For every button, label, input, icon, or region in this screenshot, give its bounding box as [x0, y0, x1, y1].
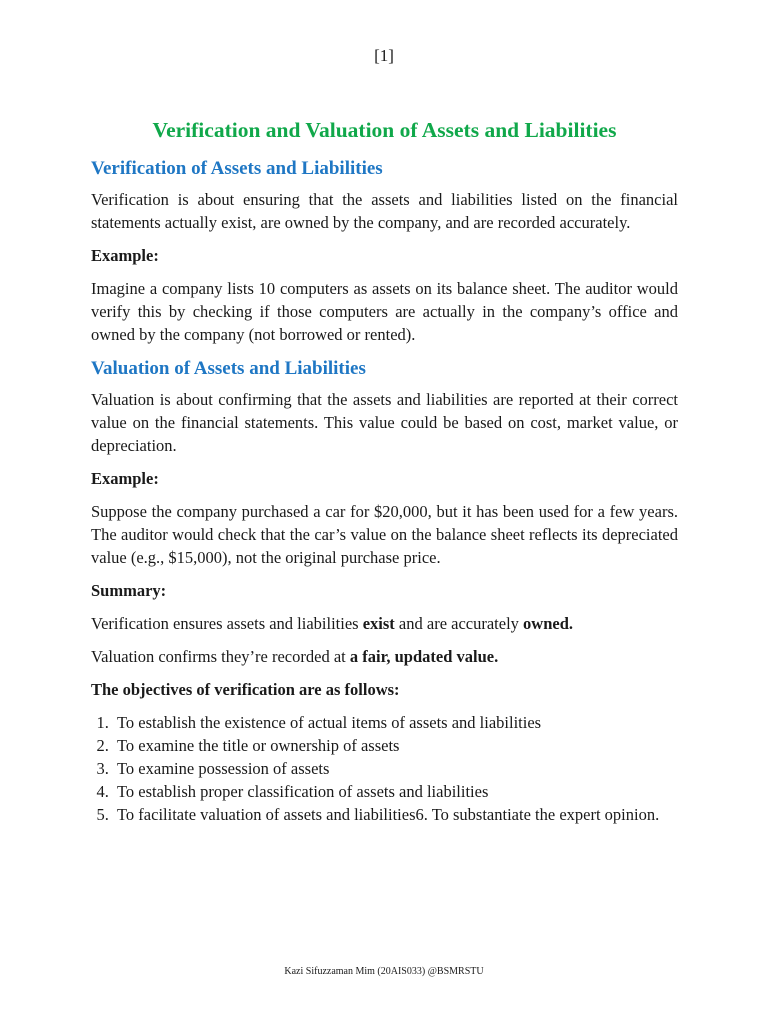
page-footer: Kazi Sifuzzaman Mim (20AIS033) @BSMRSTU — [284, 966, 484, 977]
objectives-heading: The objectives of verification are as follows: — [91, 680, 400, 699]
document-body — [91, 116, 678, 826]
summary-line-1-mid: and are accurately — [394, 614, 524, 633]
objectives-list — [91, 711, 678, 826]
verification-heading: Verification of Assets and Liabilities — [91, 158, 383, 179]
valuation-example-label: Example: — [91, 469, 159, 488]
objective-item: 4. To establish proper classification of assets and liabilities — [113, 780, 678, 803]
objective-item: 1. To establish the existence of actual items of assets and liabilities — [113, 711, 678, 734]
summary-exist: exist — [362, 614, 395, 633]
valuation-example-text: Suppose the company purchased a car for $20,000, but it has been used for a few years. The auditor would check that the car’s value on the balance sheet reflects its depreciated value (e.g., $15,000), not the original purchase price. — [91, 502, 678, 567]
summary-label: Summary: — [91, 581, 167, 600]
summary-line-2-pre: Valuation confirms they’re recorded at — [91, 647, 350, 666]
verification-example-label: Example: — [91, 246, 159, 265]
verification-body: Verification is about ensuring that the assets and liabilities listed on the financial statements actually exist, are owned by the company, and are recorded accurately. — [91, 190, 678, 232]
summary-owned: owned. — [523, 614, 574, 633]
summary-line-1-pre: Verification ensures assets and liabilities — [91, 614, 363, 633]
page-number: [1] — [374, 46, 394, 65]
document-title: Verification and Valuation of Assets and Liabilities — [152, 118, 617, 142]
summary-line-2 — [91, 645, 678, 668]
valuation-heading: Valuation of Assets and Liabilities — [91, 358, 366, 379]
summary-line-1 — [91, 612, 678, 635]
verification-example-text: Imagine a company lists 10 computers as assets on its balance sheet. The auditor would verify this by checking if those computers are actually in the company’s office and owned by the company (not borrowed or rented). — [91, 279, 678, 344]
valuation-body: Valuation is about confirming that the assets and liabilities are reported at their correct value on the financial statements. This value could be based on cost, market value, or depreciation. — [91, 390, 678, 455]
objective-item: 5. To facilitate valuation of assets and liabilities6. To substantiate the expert opinion. — [113, 803, 678, 826]
objective-item: 2. To examine the title or ownership of assets — [113, 734, 678, 757]
objective-item: 3. To examine possession of assets — [113, 757, 678, 780]
summary-fair-value: a fair, updated value. — [349, 647, 499, 666]
